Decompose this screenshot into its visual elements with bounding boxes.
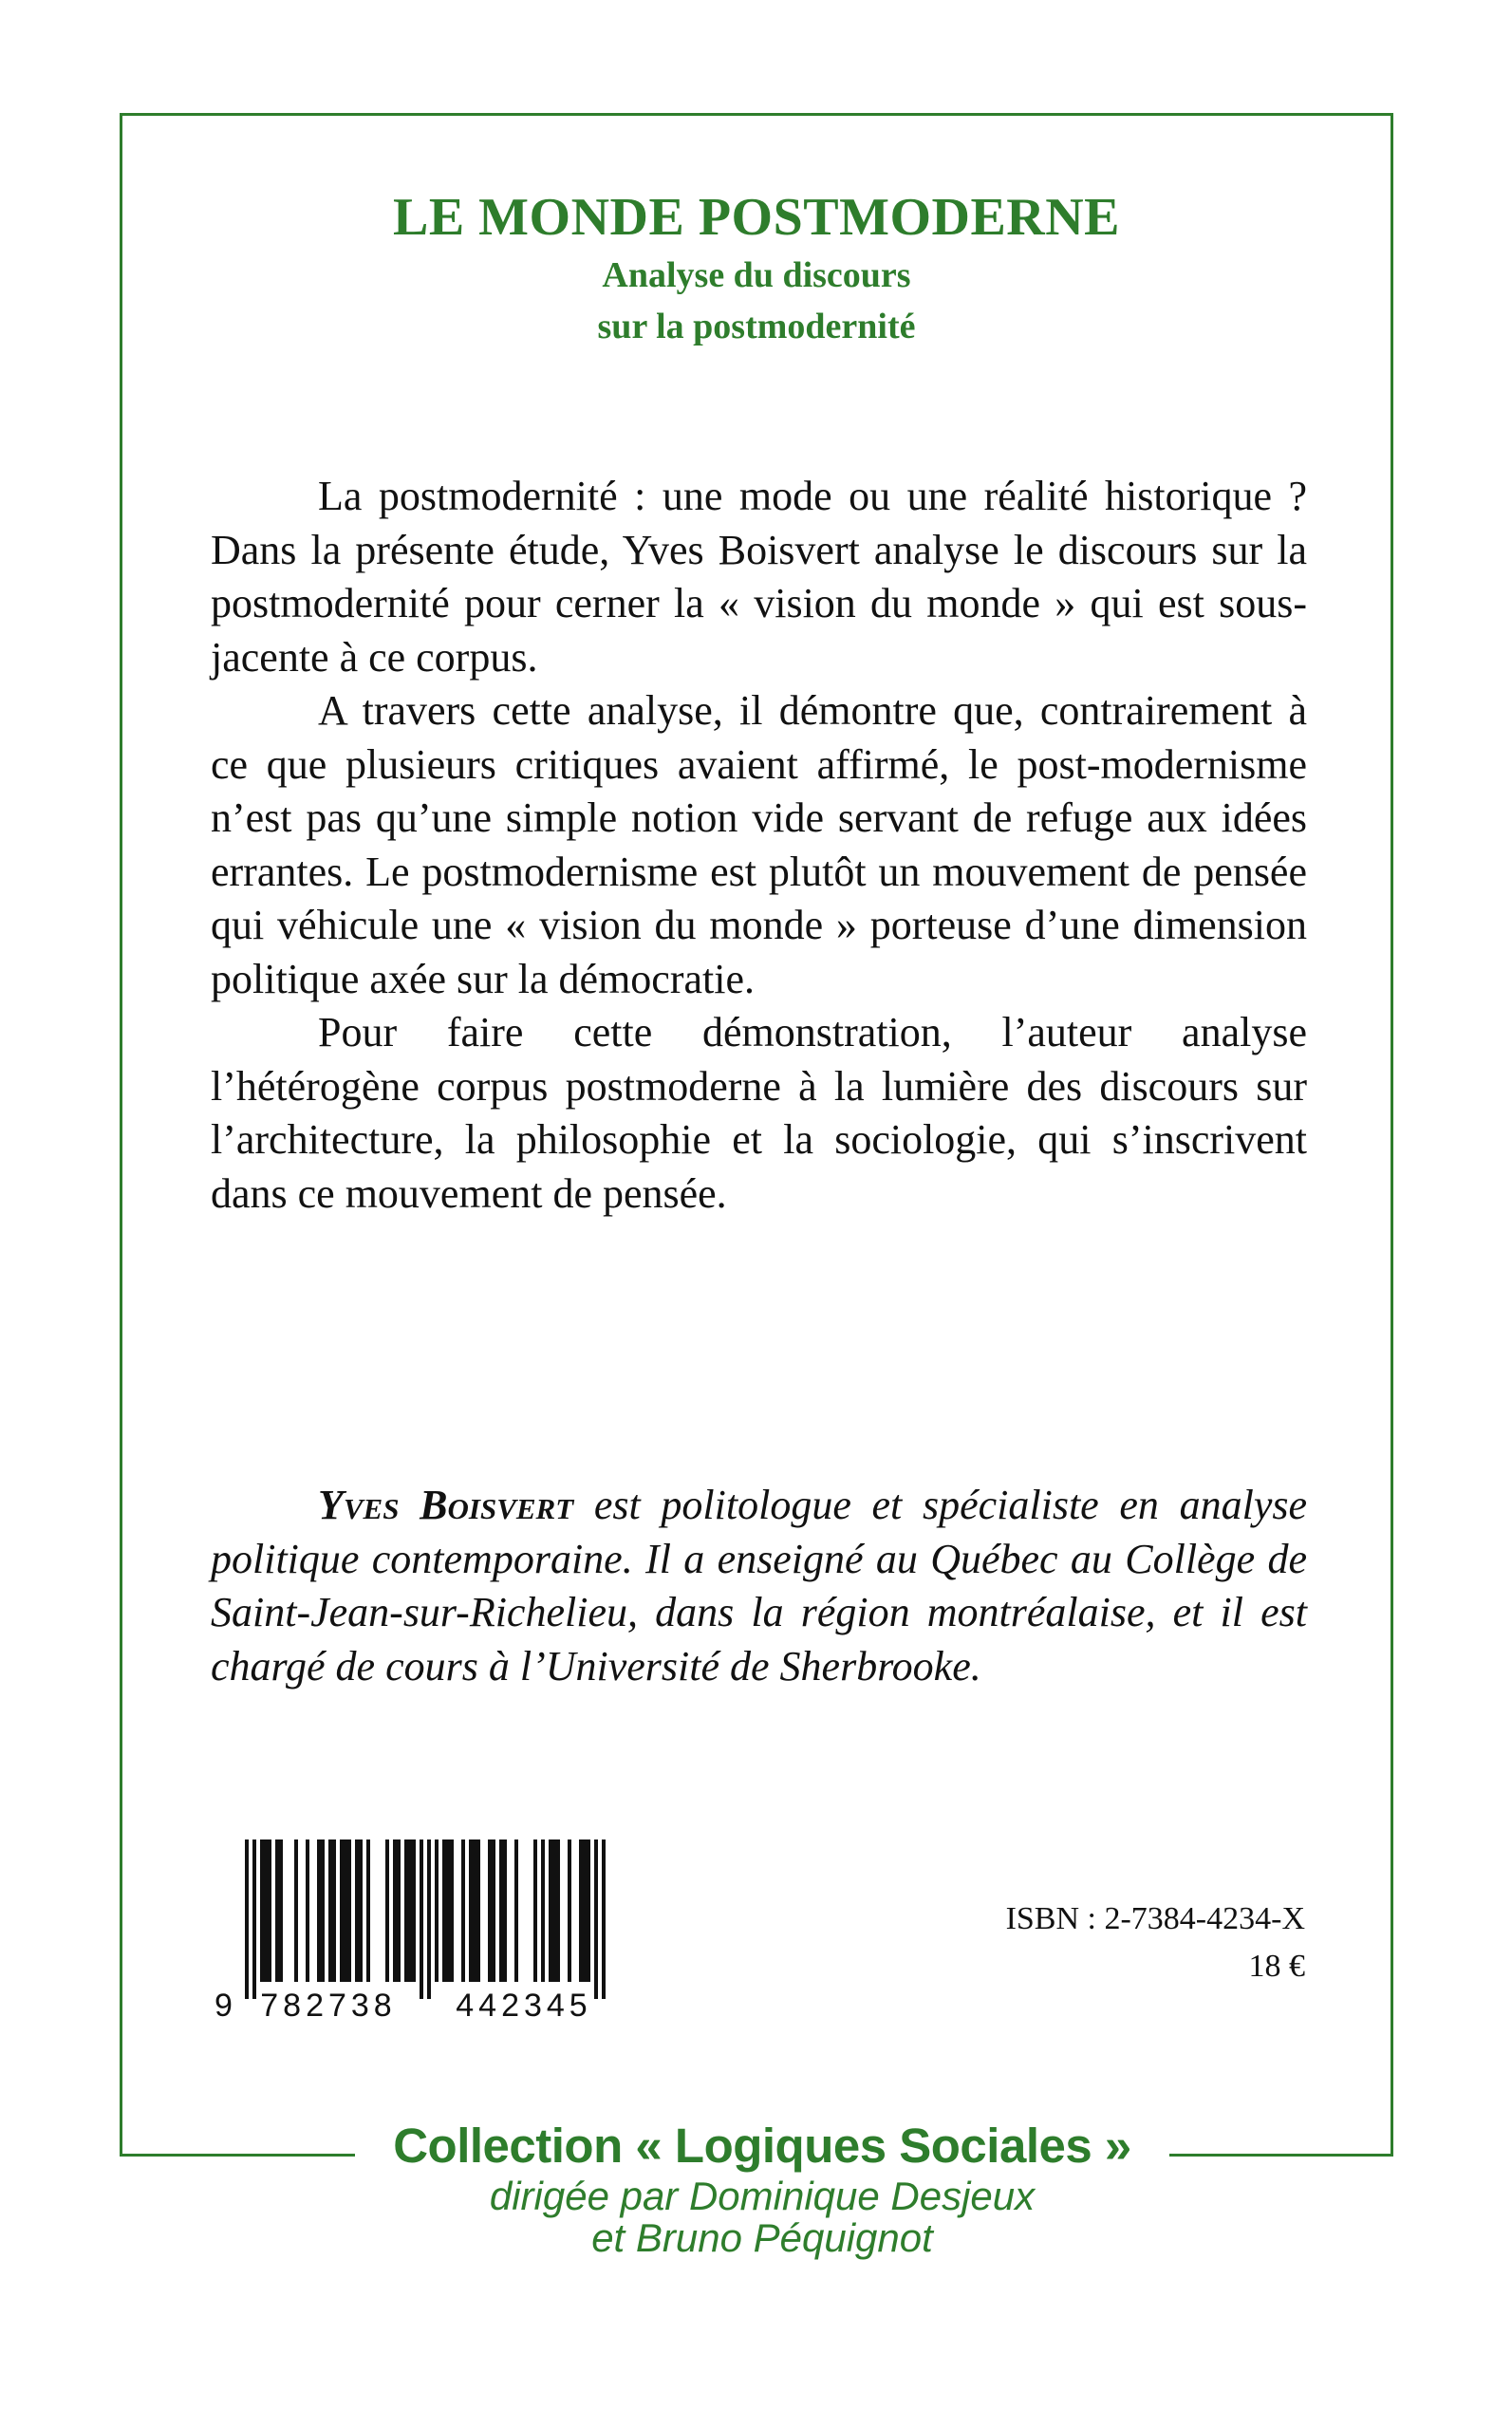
- barcode-bar: [328, 1839, 332, 1982]
- barcode-bar: [476, 1839, 480, 1982]
- barcode-bar: [332, 1839, 336, 1982]
- barcode-bar: [461, 1839, 465, 1982]
- barcode-bar: [355, 1839, 359, 1982]
- barcode-bar: [583, 1839, 587, 1982]
- barcode-bar: [469, 1839, 473, 1982]
- barcode-bar: [499, 1839, 503, 1982]
- barcode-bar: [450, 1839, 454, 1982]
- barcode-bars: [245, 1839, 606, 1999]
- barcode-bar: [404, 1839, 408, 1982]
- barcode-bar: [385, 1839, 389, 1982]
- barcode-bar: [541, 1839, 545, 1982]
- book-title: LE MONDE POSTMODERNE: [392, 188, 1121, 247]
- summary-paragraph: Pour faire cette démonstration, l’auteur analyse l’hétérogène corpus postmoderne à la lumière des discours sur l’architecture, la philosophie et la sociologie, qui s’inscrivent dans ce mouvement de pensée.: [211, 1009, 1307, 1217]
- barcode-bar: [275, 1839, 279, 1982]
- barcode-bar: [347, 1839, 351, 1982]
- barcode-bar: [306, 1839, 309, 1982]
- barcode-bar: [533, 1839, 537, 1982]
- collection-editors-line2: et Bruno Péquignot: [591, 2215, 933, 2260]
- author-bio: [211, 1479, 1307, 1693]
- summary-text: [211, 470, 1307, 1221]
- frame-border-left: [120, 113, 122, 2157]
- barcode-bar: [344, 1839, 347, 1982]
- barcode-bar: [393, 1839, 397, 1982]
- barcode-bar: [473, 1839, 476, 1982]
- barcode-bar: [359, 1839, 363, 1982]
- barcode-bar: [442, 1839, 446, 1982]
- barcode-bar: [340, 1839, 344, 1982]
- barcode-bar: [587, 1839, 590, 1982]
- barcode-bar: [294, 1839, 298, 1982]
- barcode-bar: [488, 1839, 492, 1982]
- frame-border-bottom-right: [1169, 2154, 1393, 2157]
- barcode-bar: [549, 1839, 552, 1982]
- collection-editors-line1: dirigée par Dominique Desjeux: [489, 2174, 1036, 2218]
- frame-border-top: [120, 113, 1393, 116]
- barcode-bar: [435, 1839, 439, 1982]
- barcode-bar: [317, 1839, 321, 1982]
- summary-paragraph: La postmodernité : une mode ou une réalité historique ? Dans la présente étude, Yves Boisvert analyse le discours sur la postmodernité pour cerner la « vision du monde » qui est sous-jacente à ce corpus.: [211, 473, 1307, 681]
- barcode-guard-bar: [420, 1839, 423, 1999]
- barcode-bar: [264, 1839, 268, 1982]
- barcode-bar: [279, 1839, 283, 1982]
- barcode-guard-bar: [594, 1839, 598, 1999]
- barcode-bar: [514, 1839, 518, 1982]
- barcode-guard-bar: [427, 1839, 431, 1999]
- barcode-bar: [568, 1839, 571, 1982]
- barcode-guard-bar: [252, 1839, 256, 1999]
- title-block: [122, 185, 1391, 352]
- barcode-bar: [446, 1839, 450, 1982]
- barcode-bar: [268, 1839, 271, 1982]
- barcode: [211, 1839, 638, 2022]
- barcode-first-digit: 9: [215, 1988, 233, 2022]
- barcode-bar: [579, 1839, 583, 1982]
- book-subtitle-line1: Analyse du discours: [602, 255, 911, 295]
- barcode-bar: [552, 1839, 556, 1982]
- barcode-guard-bar: [602, 1839, 606, 1999]
- barcode-right-digits: 442345: [456, 1988, 592, 2022]
- collection-block: [355, 2117, 1169, 2259]
- collection-title: Collection « Logiques Sociales »: [393, 2119, 1131, 2173]
- barcode-bar: [492, 1839, 495, 1982]
- frame-border-right: [1391, 113, 1393, 2157]
- price-label: 18 €: [1248, 1949, 1305, 1984]
- book-subtitle-line2: sur la postmodernité: [597, 307, 916, 346]
- barcode-bar: [260, 1839, 264, 1982]
- barcode-guard-bar: [245, 1839, 249, 1999]
- barcode-bar: [503, 1839, 507, 1982]
- barcode-bar: [556, 1839, 560, 1982]
- barcode-bar: [321, 1839, 325, 1982]
- author-name: Yves Boisvert: [318, 1482, 574, 1528]
- barcode-bar: [397, 1839, 401, 1982]
- author-bio-text: est politologue et spécialiste en analyse politique contemporaine. Il a enseigné au Québec au Collège de Saint-Jean-sur-Richelieu, dans la région montréalaise, et il est chargé de cours à l’Université de Sherbrooke.: [211, 1482, 1307, 1690]
- barcode-bar: [366, 1839, 370, 1982]
- isbn-label: ISBN : 2-7384-4234-X: [1005, 1901, 1305, 1936]
- barcode-bar: [412, 1839, 416, 1982]
- barcode-left-digits: 782738: [260, 1988, 397, 2022]
- frame-border-bottom-left: [120, 2154, 355, 2157]
- summary-paragraph: A travers cette analyse, il démontre que, contrairement à ce que plusieurs critiques avaient affirmé, le post-modernisme n’est pas qu’une simple notion vide servant de refuge aux idées errantes. Le postmodernisme est plutôt un mouvement de pensée qui véhicule une « vision du monde » porteuse d’une dimension politique axée sur la démocratie.: [211, 687, 1307, 1002]
- barcode-bar: [408, 1839, 412, 1982]
